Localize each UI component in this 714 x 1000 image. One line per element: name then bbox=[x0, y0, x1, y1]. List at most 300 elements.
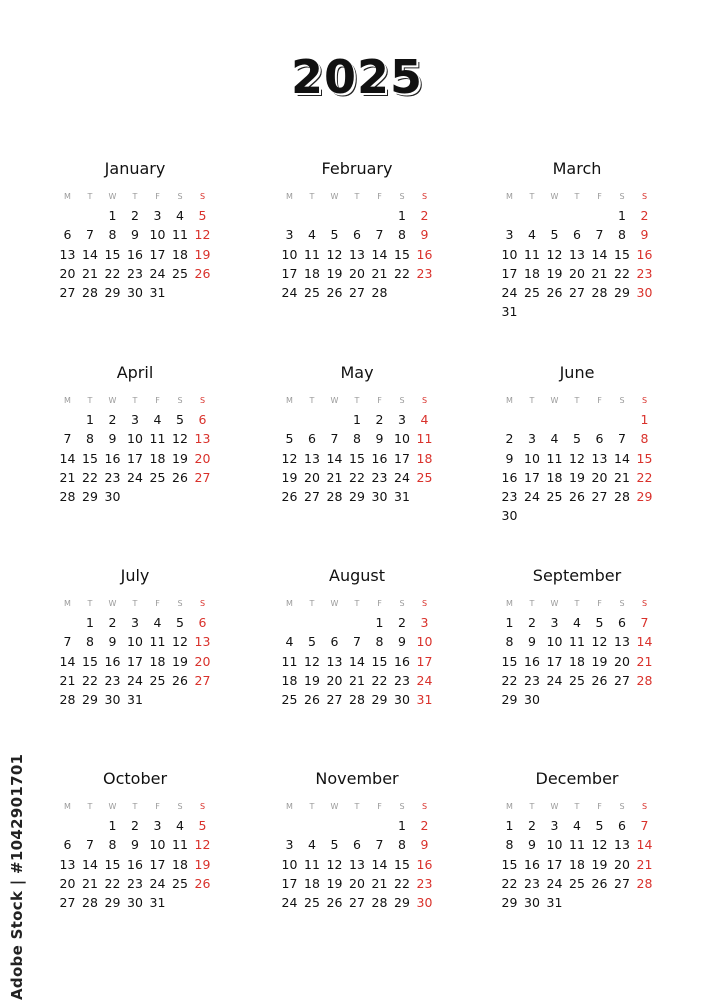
day-cell: 13 bbox=[59, 246, 76, 262]
day-cell: 9 bbox=[528, 634, 536, 650]
day-cell: 1 bbox=[86, 412, 94, 427]
day-cell: 14 bbox=[59, 653, 76, 669]
day-cell: 2 bbox=[420, 818, 429, 833]
day-cell: 6 bbox=[198, 615, 207, 630]
day-cell: 27 bbox=[326, 692, 343, 708]
day-cell: 22 bbox=[104, 875, 121, 891]
weekday-label: S bbox=[399, 396, 405, 405]
day-cell: 11 bbox=[304, 856, 320, 872]
weekday-label: S bbox=[421, 599, 428, 608]
month-july bbox=[50, 565, 220, 709]
day-cell: 31 bbox=[149, 285, 166, 301]
day-cell: 17 bbox=[546, 856, 563, 872]
day-cell: 14 bbox=[326, 450, 343, 466]
day-cell: 3 bbox=[153, 208, 162, 223]
day-cell: 16 bbox=[104, 653, 121, 669]
day-cell: 9 bbox=[398, 634, 406, 650]
day-cell: 30 bbox=[371, 489, 388, 505]
day-cell: 29 bbox=[104, 895, 121, 911]
weekday-label: W bbox=[550, 192, 559, 201]
day-cell: 3 bbox=[505, 227, 514, 243]
day-cell: 4 bbox=[573, 615, 581, 630]
month-title: August bbox=[329, 566, 385, 585]
day-cell: 9 bbox=[420, 837, 429, 853]
day-cell: 24 bbox=[149, 265, 166, 281]
weekday-label: F bbox=[377, 192, 382, 201]
day-cell: 23 bbox=[371, 469, 388, 485]
day-cell: 3 bbox=[528, 431, 536, 447]
day-cell: 10 bbox=[281, 856, 298, 872]
weekday-label: W bbox=[330, 599, 339, 608]
day-cell: 13 bbox=[194, 431, 211, 447]
weekday-label: M bbox=[286, 802, 293, 811]
day-cell: 13 bbox=[614, 634, 630, 650]
day-cell: 15 bbox=[501, 653, 518, 669]
weekday-label: S bbox=[199, 802, 206, 811]
day-cell: 2 bbox=[528, 818, 536, 833]
month-april bbox=[50, 362, 220, 506]
month-january bbox=[50, 158, 220, 302]
day-cell: 23 bbox=[127, 875, 143, 891]
day-cell: 22 bbox=[501, 672, 518, 688]
day-cell: 22 bbox=[394, 265, 410, 281]
day-cell: 8 bbox=[398, 837, 406, 853]
weekday-label: S bbox=[199, 192, 206, 201]
day-cell: 23 bbox=[524, 672, 540, 688]
weekday-label: W bbox=[330, 192, 339, 201]
day-cell: 16 bbox=[127, 856, 143, 872]
weekday-label: S bbox=[619, 599, 625, 608]
month-october bbox=[50, 768, 220, 912]
day-cell: 24 bbox=[546, 672, 563, 688]
day-cell: 2 bbox=[108, 615, 117, 630]
weekday-label: S bbox=[177, 599, 183, 608]
day-cell: 16 bbox=[127, 246, 143, 262]
weekday-label: M bbox=[64, 599, 71, 608]
day-cell: 1 bbox=[375, 615, 384, 630]
day-cell: 29 bbox=[349, 489, 365, 505]
day-cell: 3 bbox=[131, 615, 139, 630]
day-cell: 30 bbox=[127, 285, 143, 301]
day-cell: 30 bbox=[104, 692, 121, 708]
day-cell: 18 bbox=[172, 246, 188, 262]
day-cell: 17 bbox=[127, 450, 143, 466]
day-cell: 2 bbox=[108, 412, 117, 427]
day-cell: 13 bbox=[194, 634, 211, 650]
day-cell: 15 bbox=[82, 653, 98, 669]
day-cell: 7 bbox=[595, 227, 604, 243]
weekday-label: T bbox=[87, 396, 93, 405]
day-cell: 28 bbox=[82, 895, 98, 911]
day-cell: 21 bbox=[349, 672, 365, 688]
weekday-label: F bbox=[597, 802, 602, 811]
weekday-label: F bbox=[377, 599, 382, 608]
day-cell: 30 bbox=[104, 489, 121, 505]
weekday-label: T bbox=[529, 599, 535, 608]
month-day-grid bbox=[492, 392, 662, 526]
day-cell: 10 bbox=[546, 837, 563, 853]
day-cell: 25 bbox=[149, 672, 166, 688]
day-cell: 30 bbox=[636, 285, 653, 301]
day-cell: 28 bbox=[59, 489, 76, 505]
day-cell: 7 bbox=[640, 818, 649, 833]
day-cell: 3 bbox=[285, 837, 294, 853]
day-cell: 14 bbox=[371, 856, 388, 872]
weekday-label: T bbox=[309, 396, 315, 405]
weekday-label: T bbox=[354, 192, 360, 201]
day-cell: 5 bbox=[308, 634, 316, 650]
weekday-label: T bbox=[354, 802, 360, 811]
day-cell: 7 bbox=[330, 431, 339, 447]
day-cell: 3 bbox=[550, 615, 559, 630]
day-cell: 22 bbox=[394, 875, 410, 891]
day-cell: 9 bbox=[108, 431, 117, 447]
day-cell: 26 bbox=[326, 895, 343, 911]
day-cell: 15 bbox=[501, 856, 518, 872]
day-cell: 19 bbox=[326, 265, 343, 281]
day-cell: 2 bbox=[420, 208, 429, 223]
day-cell: 6 bbox=[353, 837, 361, 853]
day-cell: 14 bbox=[614, 450, 630, 466]
day-cell: 27 bbox=[349, 895, 365, 911]
day-cell: 8 bbox=[618, 227, 626, 243]
day-cell: 6 bbox=[308, 431, 316, 447]
day-cell: 18 bbox=[569, 856, 585, 872]
day-cell: 17 bbox=[394, 450, 410, 466]
day-cell: 14 bbox=[82, 856, 98, 872]
day-cell: 20 bbox=[569, 265, 585, 281]
day-cell: 15 bbox=[349, 450, 365, 466]
weekday-label: F bbox=[155, 802, 160, 811]
day-cell: 26 bbox=[194, 875, 211, 891]
month-day-grid bbox=[492, 595, 662, 709]
day-cell: 24 bbox=[127, 469, 143, 485]
day-cell: 18 bbox=[416, 450, 433, 466]
day-cell: 22 bbox=[614, 265, 630, 281]
day-cell: 29 bbox=[82, 489, 98, 505]
day-cell: 14 bbox=[591, 246, 608, 262]
weekday-label: S bbox=[421, 396, 428, 405]
day-cell: 27 bbox=[591, 489, 608, 505]
day-cell: 24 bbox=[149, 875, 166, 891]
day-cell: 5 bbox=[198, 818, 207, 833]
day-cell: 1 bbox=[108, 818, 117, 833]
day-cell: 27 bbox=[59, 895, 76, 911]
month-day-grid bbox=[50, 595, 220, 709]
day-cell: 21 bbox=[59, 672, 76, 688]
day-cell: 25 bbox=[416, 469, 433, 485]
day-cell: 9 bbox=[131, 227, 139, 243]
day-cell: 7 bbox=[353, 634, 361, 650]
weekday-label: T bbox=[87, 802, 93, 811]
day-cell: 16 bbox=[416, 856, 433, 872]
month-november bbox=[272, 768, 442, 912]
weekday-label: S bbox=[177, 192, 183, 201]
day-cell: 30 bbox=[127, 895, 143, 911]
day-cell: 2 bbox=[505, 431, 514, 447]
day-cell: 7 bbox=[86, 227, 94, 243]
day-cell: 24 bbox=[524, 489, 540, 505]
day-cell: 14 bbox=[636, 837, 653, 853]
weekday-label: T bbox=[132, 599, 138, 608]
day-cell: 30 bbox=[501, 508, 518, 524]
day-cell: 25 bbox=[304, 285, 320, 301]
day-cell: 26 bbox=[326, 285, 343, 301]
day-cell: 23 bbox=[524, 875, 540, 891]
day-cell: 15 bbox=[82, 450, 98, 466]
day-cell: 9 bbox=[131, 837, 139, 853]
day-cell: 13 bbox=[614, 837, 630, 853]
day-cell: 16 bbox=[501, 469, 518, 485]
day-cell: 13 bbox=[349, 246, 365, 262]
day-cell: 19 bbox=[172, 450, 188, 466]
weekday-label: F bbox=[377, 396, 382, 405]
day-cell: 4 bbox=[420, 412, 429, 427]
day-cell: 8 bbox=[398, 227, 406, 243]
day-cell: 6 bbox=[618, 818, 626, 833]
day-cell: 29 bbox=[394, 895, 410, 911]
weekday-label: T bbox=[309, 599, 315, 608]
day-cell: 16 bbox=[394, 653, 410, 669]
day-cell: 15 bbox=[104, 246, 121, 262]
day-cell: 9 bbox=[640, 227, 649, 243]
day-cell: 18 bbox=[304, 265, 320, 281]
day-cell: 22 bbox=[349, 469, 365, 485]
weekday-label: W bbox=[108, 599, 117, 608]
day-cell: 26 bbox=[569, 489, 585, 505]
day-cell: 11 bbox=[416, 431, 433, 447]
day-cell: 7 bbox=[618, 431, 626, 447]
day-cell: 23 bbox=[394, 672, 410, 688]
day-cell: 2 bbox=[131, 208, 139, 223]
month-day-grid bbox=[50, 392, 220, 506]
day-cell: 1 bbox=[505, 818, 514, 833]
day-cell: 1 bbox=[505, 615, 514, 630]
day-cell: 29 bbox=[371, 692, 388, 708]
day-cell: 30 bbox=[394, 692, 410, 708]
day-cell: 17 bbox=[149, 246, 166, 262]
weekday-label: T bbox=[132, 396, 138, 405]
weekday-label: T bbox=[87, 599, 93, 608]
day-cell: 30 bbox=[524, 692, 540, 708]
day-cell: 18 bbox=[524, 265, 540, 281]
day-cell: 1 bbox=[640, 412, 649, 427]
day-cell: 27 bbox=[614, 672, 630, 688]
day-cell: 20 bbox=[614, 653, 630, 669]
weekday-label: W bbox=[550, 396, 559, 405]
weekday-label: W bbox=[108, 192, 117, 201]
day-cell: 13 bbox=[304, 450, 320, 466]
day-cell: 4 bbox=[176, 818, 184, 833]
day-cell: 11 bbox=[281, 653, 298, 669]
weekday-label: T bbox=[354, 599, 360, 608]
month-december bbox=[492, 768, 662, 912]
day-cell: 28 bbox=[371, 895, 388, 911]
day-cell: 20 bbox=[349, 265, 365, 281]
day-cell: 8 bbox=[108, 227, 117, 243]
weekday-label: W bbox=[330, 396, 339, 405]
day-cell: 5 bbox=[198, 208, 207, 223]
weekday-label: S bbox=[177, 396, 183, 405]
day-cell: 14 bbox=[636, 634, 653, 650]
day-cell: 31 bbox=[127, 692, 143, 708]
day-cell: 8 bbox=[640, 431, 649, 447]
day-cell: 11 bbox=[546, 450, 563, 466]
day-cell: 10 bbox=[501, 246, 518, 262]
month-may bbox=[272, 362, 442, 506]
weekday-label: S bbox=[641, 396, 648, 405]
day-cell: 31 bbox=[394, 489, 410, 505]
day-cell: 29 bbox=[501, 692, 518, 708]
day-cell: 24 bbox=[394, 469, 410, 485]
day-cell: 28 bbox=[349, 692, 365, 708]
weekday-label: T bbox=[574, 396, 580, 405]
month-day-grid bbox=[50, 798, 220, 912]
day-cell: 4 bbox=[153, 615, 162, 630]
month-title: April bbox=[116, 363, 154, 382]
day-cell: 17 bbox=[281, 265, 298, 281]
day-cell: 26 bbox=[172, 469, 188, 485]
day-cell: 10 bbox=[394, 431, 410, 447]
day-cell: 9 bbox=[375, 431, 384, 447]
day-cell: 27 bbox=[349, 285, 365, 301]
day-cell: 4 bbox=[308, 227, 316, 243]
day-cell: 12 bbox=[569, 450, 585, 466]
month-title: December bbox=[535, 769, 619, 788]
weekday-label: T bbox=[574, 802, 580, 811]
day-cell: 14 bbox=[349, 653, 365, 669]
day-cell: 20 bbox=[304, 469, 320, 485]
day-cell: 18 bbox=[149, 450, 166, 466]
day-cell: 7 bbox=[375, 837, 384, 853]
weekday-label: W bbox=[550, 599, 559, 608]
day-cell: 29 bbox=[614, 285, 630, 301]
day-cell: 22 bbox=[371, 672, 388, 688]
day-cell: 4 bbox=[573, 818, 581, 833]
day-cell: 5 bbox=[595, 818, 604, 833]
day-cell: 2 bbox=[528, 615, 536, 630]
day-cell: 28 bbox=[371, 285, 388, 301]
day-cell: 22 bbox=[82, 672, 98, 688]
day-cell: 23 bbox=[416, 265, 433, 281]
day-cell: 28 bbox=[591, 285, 608, 301]
day-cell: 19 bbox=[194, 246, 211, 262]
day-cell: 6 bbox=[595, 431, 604, 447]
day-cell: 19 bbox=[591, 856, 608, 872]
day-cell: 18 bbox=[172, 856, 188, 872]
day-cell: 29 bbox=[82, 692, 98, 708]
day-cell: 27 bbox=[569, 285, 585, 301]
day-cell: 20 bbox=[614, 856, 630, 872]
weekday-label: M bbox=[64, 396, 71, 405]
day-cell: 11 bbox=[172, 837, 188, 853]
weekday-label: T bbox=[529, 802, 535, 811]
day-cell: 10 bbox=[127, 634, 143, 650]
day-cell: 14 bbox=[59, 450, 76, 466]
weekday-label: W bbox=[550, 802, 559, 811]
day-cell: 15 bbox=[394, 246, 410, 262]
month-title: May bbox=[340, 363, 374, 382]
day-cell: 19 bbox=[591, 653, 608, 669]
day-cell: 15 bbox=[371, 653, 388, 669]
day-cell: 4 bbox=[285, 634, 294, 650]
day-cell: 31 bbox=[546, 895, 563, 911]
day-cell: 27 bbox=[194, 672, 211, 688]
day-cell: 23 bbox=[104, 469, 121, 485]
weekday-label: M bbox=[64, 192, 71, 201]
day-cell: 1 bbox=[398, 818, 406, 833]
day-cell: 8 bbox=[505, 634, 514, 650]
day-cell: 26 bbox=[281, 489, 298, 505]
day-cell: 17 bbox=[281, 875, 298, 891]
day-cell: 27 bbox=[59, 285, 76, 301]
month-title: November bbox=[315, 769, 399, 788]
day-cell: 17 bbox=[416, 653, 433, 669]
day-cell: 11 bbox=[569, 634, 585, 650]
weekday-label: M bbox=[286, 396, 293, 405]
day-cell: 12 bbox=[194, 837, 211, 853]
day-cell: 18 bbox=[569, 653, 585, 669]
day-cell: 19 bbox=[194, 856, 211, 872]
day-cell: 10 bbox=[127, 431, 143, 447]
weekday-label: T bbox=[529, 396, 535, 405]
day-cell: 26 bbox=[591, 672, 608, 688]
day-cell: 16 bbox=[524, 653, 540, 669]
day-cell: 25 bbox=[172, 875, 188, 891]
day-cell: 13 bbox=[591, 450, 608, 466]
day-cell: 15 bbox=[104, 856, 121, 872]
weekday-label: S bbox=[399, 192, 405, 201]
day-cell: 21 bbox=[82, 875, 98, 891]
weekday-label: F bbox=[597, 396, 602, 405]
day-cell: 28 bbox=[82, 285, 98, 301]
weekday-label: F bbox=[597, 192, 602, 201]
weekday-label: T bbox=[87, 192, 93, 201]
weekday-label: F bbox=[155, 599, 160, 608]
day-cell: 3 bbox=[550, 818, 559, 833]
weekday-label: S bbox=[421, 802, 428, 811]
day-cell: 8 bbox=[375, 634, 384, 650]
day-cell: 3 bbox=[285, 227, 294, 243]
day-cell: 13 bbox=[59, 856, 76, 872]
day-cell: 1 bbox=[398, 208, 406, 223]
weekday-label: M bbox=[64, 802, 71, 811]
day-cell: 17 bbox=[501, 265, 518, 281]
weekday-label: S bbox=[619, 802, 625, 811]
day-cell: 27 bbox=[194, 469, 211, 485]
day-cell: 25 bbox=[524, 285, 540, 301]
weekday-label: S bbox=[619, 396, 625, 405]
day-cell: 16 bbox=[524, 856, 540, 872]
day-cell: 31 bbox=[149, 895, 166, 911]
day-cell: 25 bbox=[172, 265, 188, 281]
day-cell: 28 bbox=[636, 672, 653, 688]
day-cell: 8 bbox=[86, 431, 94, 447]
day-cell: 19 bbox=[281, 469, 298, 485]
day-cell: 2 bbox=[640, 208, 649, 223]
day-cell: 28 bbox=[636, 875, 653, 891]
day-cell: 27 bbox=[304, 489, 320, 505]
month-september bbox=[492, 565, 662, 709]
weekday-label: M bbox=[286, 599, 293, 608]
day-cell: 24 bbox=[546, 875, 563, 891]
year-title: 2025 bbox=[290, 50, 424, 104]
day-cell: 17 bbox=[546, 653, 563, 669]
day-cell: 11 bbox=[304, 246, 320, 262]
day-cell: 26 bbox=[591, 875, 608, 891]
day-cell: 18 bbox=[281, 672, 298, 688]
weekday-label: T bbox=[309, 802, 315, 811]
